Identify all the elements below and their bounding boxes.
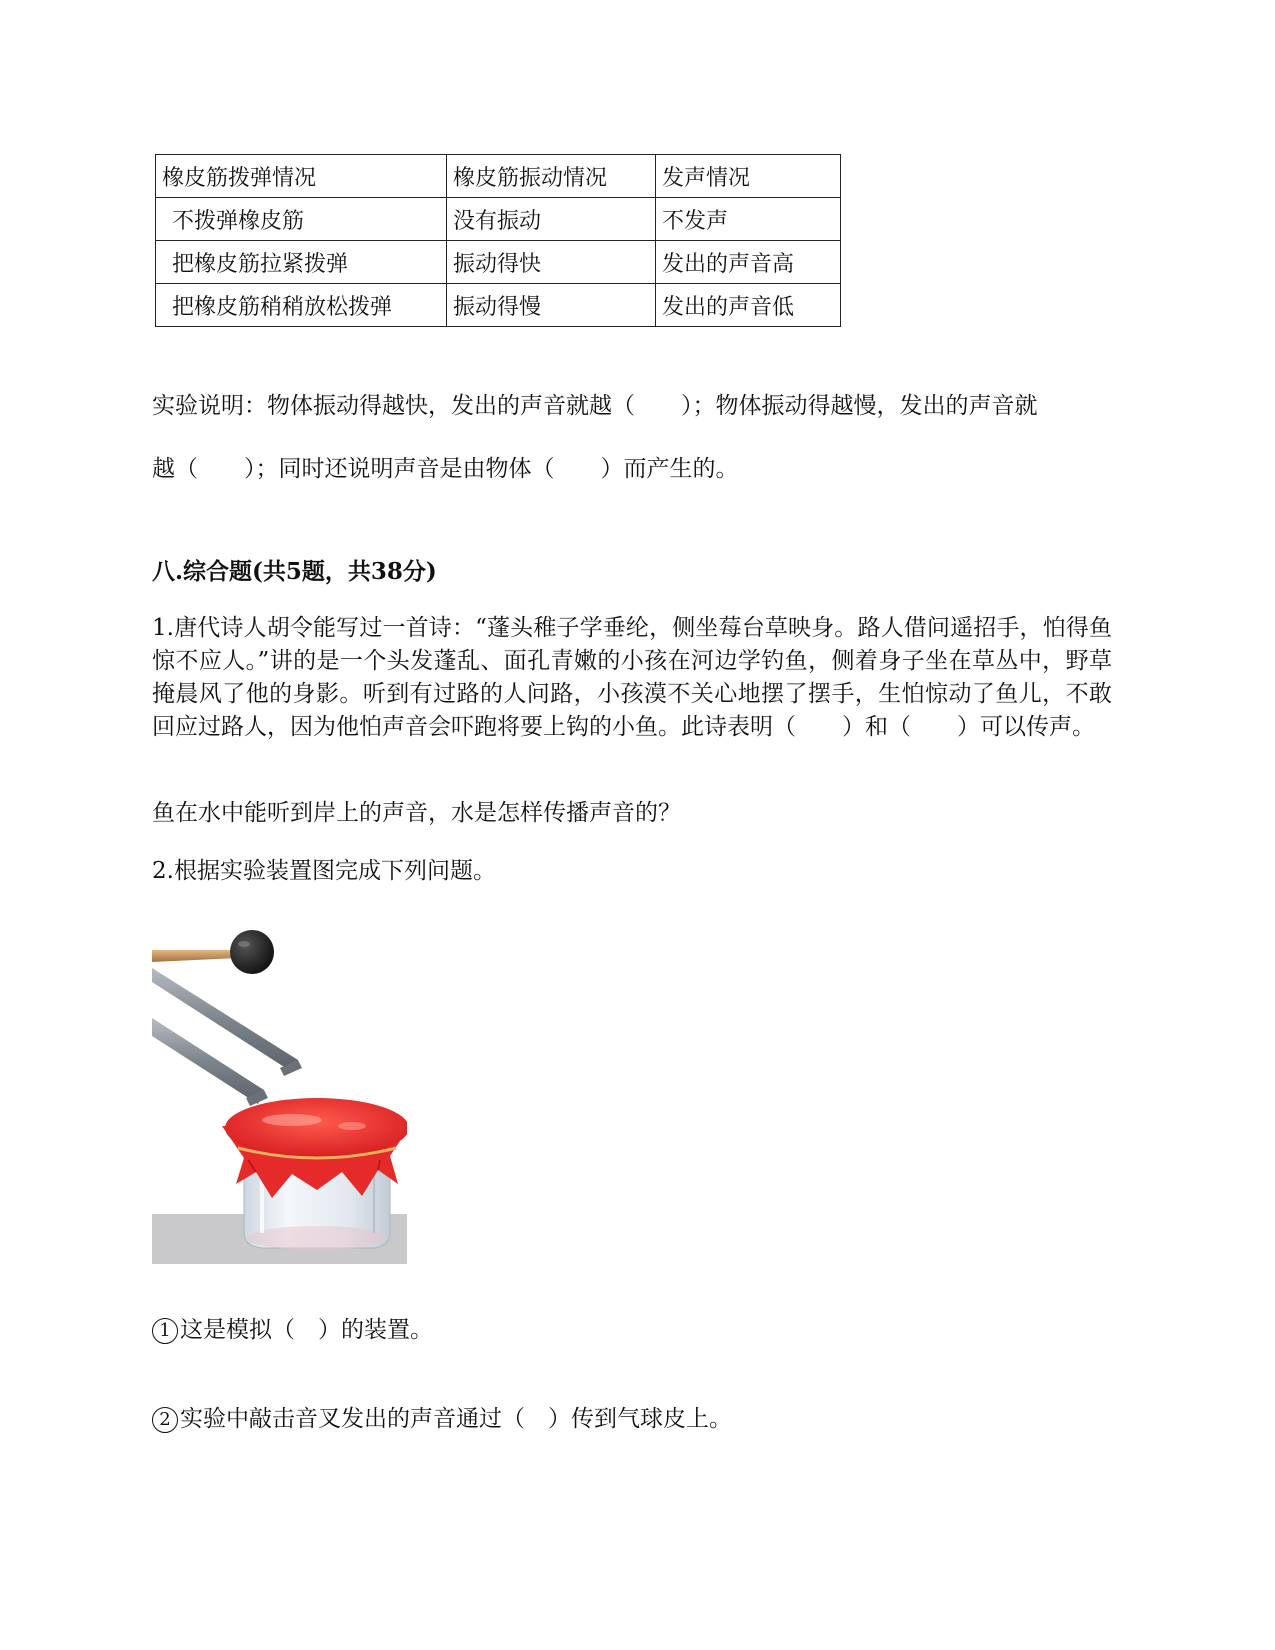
table-row xyxy=(156,198,841,241)
table-header-cell: 发声情况 xyxy=(656,155,841,198)
question-2-text: 2.根据实验装置图完成下列问题。 xyxy=(152,858,496,884)
table-header-cell: 橡皮筋振动情况 xyxy=(447,155,656,198)
table-cell: 没有振动 xyxy=(447,198,656,241)
table-cell: 发出的声音低 xyxy=(656,284,841,327)
experiment-table xyxy=(155,154,841,327)
question-2-item-1-text: 这是模拟（ ）的装置。 xyxy=(180,1317,433,1343)
table-cell: 把橡皮筋拉紧拨弹 xyxy=(156,241,447,284)
question-1-subquestion: 鱼在水中能听到岸上的声音，水是怎样传播声音的？ xyxy=(152,800,681,826)
question-2-item-2 xyxy=(152,1403,732,1436)
table-cell: 把橡皮筋稍稍放松拨弹 xyxy=(156,284,447,327)
question-2-item-1 xyxy=(152,1314,433,1347)
table-row xyxy=(156,241,841,284)
table-cell: 不拨弹橡皮筋 xyxy=(156,198,447,241)
question-1-text: 1.唐代诗人胡令能写过一首诗：“蓬头稚子学垂纶，侧坐莓台草映身。路人借问遥招手，怕得鱼惊不应人。”讲的是一个头发蓬乱、面孔青嫩的小孩在河边学钓鱼，侧着身子坐在草丛中，野草掩晨风了他的身影。听到有过路的人问路，小孩漠不关心地摆了摆手，生怕惊动了鱼儿，不敢回应过路人，因为他怕声音会吓跑将要上钩的小鱼。此诗表明（ ）和（ ）可以传声。 xyxy=(152,615,1112,740)
circled-number: 2 xyxy=(152,1407,178,1433)
question-2-item-2-text: 实验中敲击音叉发出的声音通过（ ）传到气球皮上。 xyxy=(180,1406,732,1432)
table-cell: 振动得慢 xyxy=(447,284,656,327)
explanation-line-2: 越（ ）；同时还说明声音是由物体（ ）而产生的。 xyxy=(152,456,739,482)
circled-number: 1 xyxy=(152,1318,178,1344)
table-header-row xyxy=(156,155,841,198)
table-cell: 振动得快 xyxy=(447,241,656,284)
explanation-line-1: 实验说明：物体振动得越快，发出的声音就越（ ）；物体振动得越慢，发出的声音就 xyxy=(152,393,1038,419)
table-row xyxy=(156,284,841,327)
table-header-cell: 橡皮筋拨弹情况 xyxy=(156,155,447,198)
section-title: 八.综合题(共5题，共38分) xyxy=(152,558,437,585)
tuning-fork-drum-apparatus-icon xyxy=(152,928,407,1264)
table-cell: 发出的声音高 xyxy=(656,241,841,284)
table-cell: 不发声 xyxy=(656,198,841,241)
